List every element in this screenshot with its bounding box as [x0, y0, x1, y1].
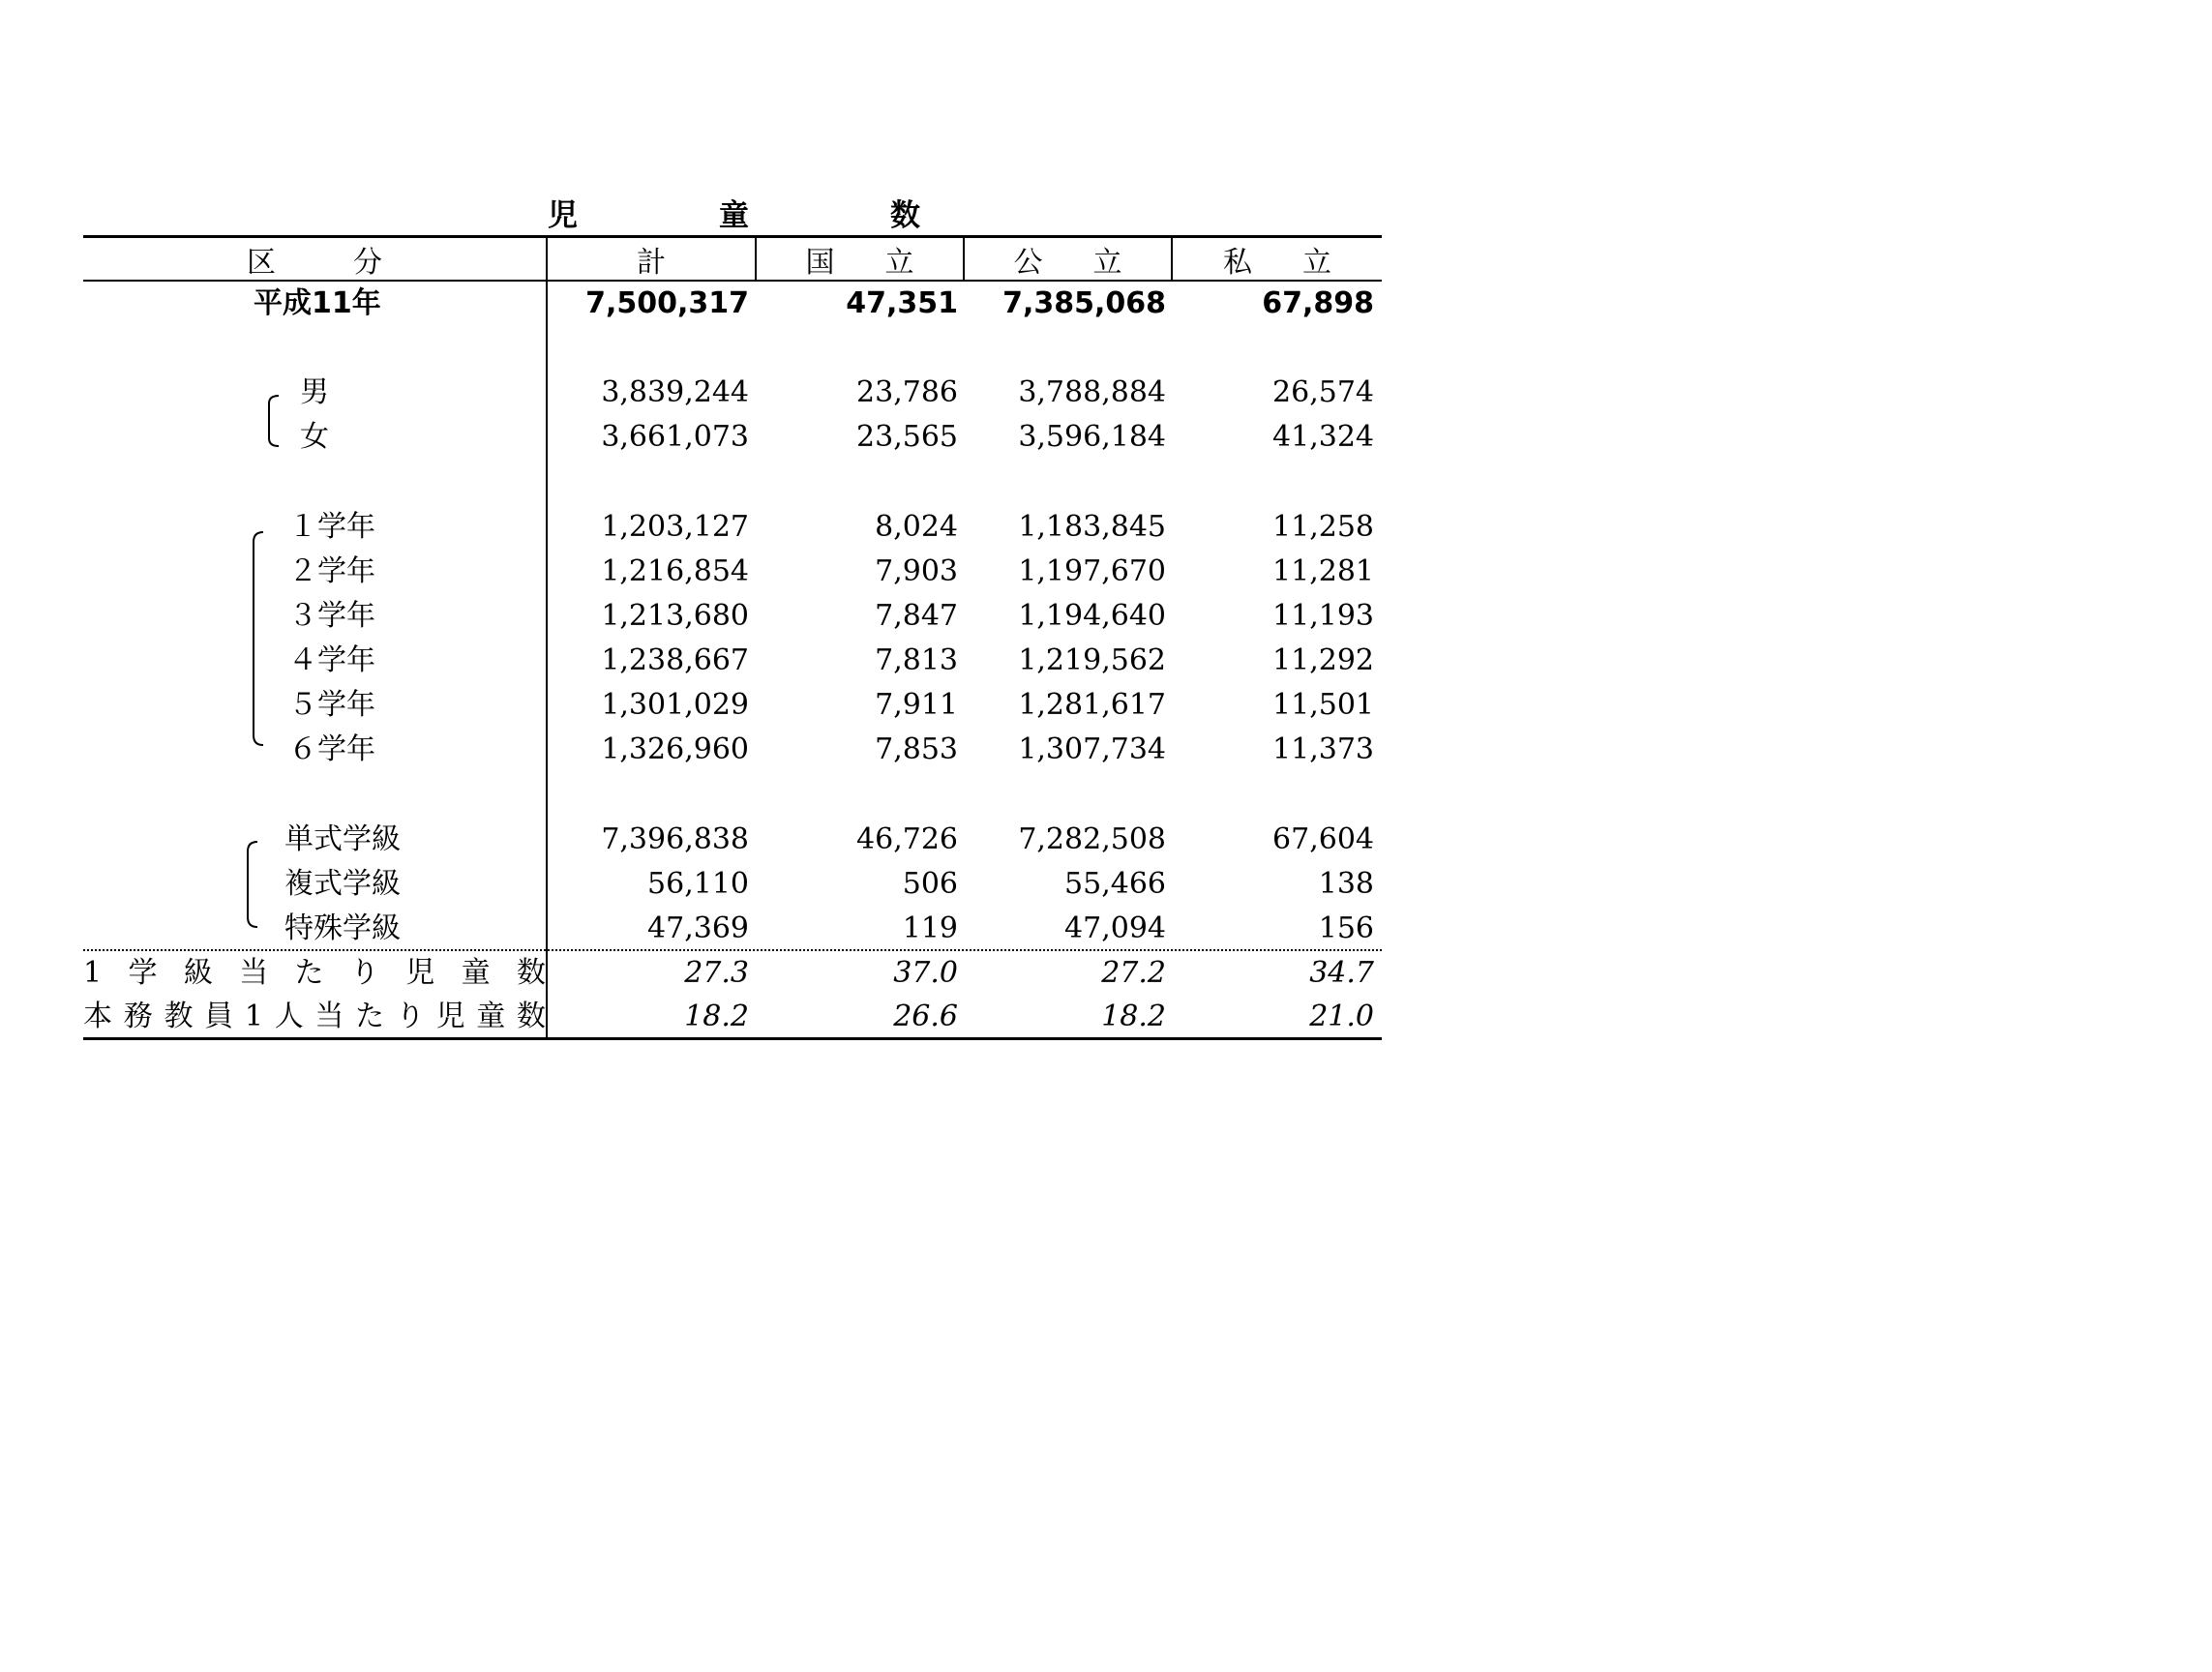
- class-row-label: 単式学級: [284, 822, 401, 856]
- private-value: 11,373: [1272, 732, 1374, 766]
- sex-row-label: 男: [300, 375, 329, 409]
- total-value: 1,203,127: [601, 510, 749, 544]
- label-char: り: [349, 956, 379, 990]
- label-char: 児: [435, 1000, 465, 1033]
- private-value: 156: [1318, 911, 1374, 945]
- label-char: 童: [476, 1000, 506, 1033]
- private-value: 138: [1318, 867, 1374, 901]
- public-value: 1,197,670: [1018, 554, 1166, 588]
- grade-row-label: ４学年: [288, 643, 375, 677]
- label-char: 1: [244, 1000, 263, 1033]
- label-char: 数: [517, 1000, 546, 1033]
- total-value: 1,216,854: [601, 554, 749, 588]
- header-char: 立: [1092, 246, 1122, 280]
- class-group-brace: [244, 840, 263, 929]
- total-value: 47,369: [647, 911, 749, 945]
- grade-row-label: ５学年: [288, 688, 375, 722]
- national-value: 26.6: [893, 1000, 958, 1033]
- total-value: 7,396,838: [601, 822, 749, 856]
- national-value: 119: [902, 911, 958, 945]
- ratio-row-label: [83, 951, 546, 996]
- public-value: 55,466: [1064, 867, 1166, 901]
- public-value: 1,307,734: [1018, 732, 1166, 766]
- total-row-label: 平成11年: [254, 286, 381, 320]
- national-value: 7,847: [875, 599, 958, 633]
- label-char: 童: [461, 956, 491, 990]
- label-char: 当: [239, 956, 269, 990]
- label-char: 学: [128, 956, 158, 990]
- private-value: 11,193: [1272, 599, 1374, 633]
- public-value: 1,219,562: [1018, 643, 1166, 677]
- private-value: 21.0: [1309, 1000, 1374, 1033]
- header-char: 計: [637, 246, 666, 280]
- total-value: 1,213,680: [601, 599, 749, 633]
- national-value: 506: [902, 867, 958, 901]
- total-value: 1,301,029: [601, 688, 749, 722]
- sex-group-brace: [265, 394, 284, 448]
- header-char: 区: [247, 246, 276, 280]
- grade-group-brace: [250, 530, 269, 747]
- label-char: た: [355, 1000, 385, 1033]
- private-value: 26,574: [1272, 375, 1374, 409]
- private-value: 41,324: [1272, 420, 1374, 454]
- private-value: 34.7: [1309, 956, 1374, 990]
- public-value: 3,788,884: [1018, 375, 1166, 409]
- grade-row-label: ２学年: [288, 554, 375, 588]
- header-private: [1173, 238, 1382, 281]
- public-value: 7,385,068: [1002, 286, 1166, 320]
- label-char: 本: [83, 1000, 112, 1033]
- sex-row-label: 女: [300, 420, 329, 454]
- public-value: 47,094: [1064, 911, 1166, 945]
- national-value: 46,726: [856, 822, 958, 856]
- grade-row-label: ３学年: [288, 599, 375, 633]
- national-value: 23,565: [856, 420, 958, 454]
- private-value: 11,281: [1272, 554, 1374, 588]
- title-char: 数: [890, 197, 920, 233]
- header-public: [965, 238, 1171, 281]
- public-value: 27.2: [1101, 956, 1166, 990]
- private-value: 11,501: [1272, 688, 1374, 722]
- header-char: 立: [884, 246, 914, 280]
- label-char: 児: [405, 956, 435, 990]
- title-char: 児: [548, 197, 578, 233]
- header-char: 国: [805, 246, 835, 280]
- total-value: 1,238,667: [601, 643, 749, 677]
- national-value: 7,903: [875, 554, 958, 588]
- label-char: 務: [123, 1000, 153, 1033]
- total-value: 56,110: [647, 867, 749, 901]
- total-value: 7,500,317: [585, 286, 749, 320]
- public-value: 3,596,184: [1018, 420, 1166, 454]
- header-total: [548, 238, 755, 281]
- national-value: 7,853: [875, 732, 958, 766]
- total-value: 1,326,960: [601, 732, 749, 766]
- label-char: 1: [83, 956, 103, 990]
- total-value: 3,839,244: [601, 375, 749, 409]
- private-value: 11,292: [1272, 643, 1374, 677]
- label-char: 員: [204, 1000, 234, 1033]
- header-national: [757, 238, 963, 281]
- ratio-row-label: [83, 995, 546, 1039]
- total-value: 18.2: [684, 1000, 749, 1033]
- label-char: た: [294, 956, 324, 990]
- header-char: 私: [1223, 246, 1252, 280]
- header-char: 公: [1013, 246, 1043, 280]
- header-char: 分: [353, 246, 382, 280]
- private-value: 67,898: [1262, 286, 1374, 320]
- total-value: 3,661,073: [601, 420, 749, 454]
- total-value: 27.3: [684, 956, 749, 990]
- public-value: 18.2: [1101, 1000, 1166, 1033]
- label-char: 数: [516, 956, 546, 990]
- national-value: 7,813: [875, 643, 958, 677]
- national-value: 8,024: [875, 510, 958, 544]
- label-char: り: [395, 1000, 425, 1033]
- label-char: 当: [314, 1000, 344, 1033]
- private-value: 11,258: [1272, 510, 1374, 544]
- class-row-label: 複式学級: [284, 867, 401, 901]
- title-char: 童: [719, 197, 749, 233]
- private-value: 67,604: [1272, 822, 1374, 856]
- class-row-label: 特殊学級: [284, 911, 401, 945]
- grade-row-label: ６学年: [288, 732, 375, 766]
- national-value: 7,911: [875, 688, 958, 722]
- public-value: 1,281,617: [1018, 688, 1166, 722]
- grade-row-label: １学年: [288, 510, 375, 544]
- public-value: 1,183,845: [1018, 510, 1166, 544]
- header-category: [83, 238, 546, 281]
- public-value: 7,282,508: [1018, 822, 1166, 856]
- table-title: [548, 190, 920, 234]
- label-char: 級: [183, 956, 213, 990]
- label-char: 教: [164, 1000, 194, 1033]
- national-value: 47,351: [846, 286, 958, 320]
- label-char: 人: [274, 1000, 304, 1033]
- public-value: 1,194,640: [1018, 599, 1166, 633]
- header-char: 立: [1302, 246, 1331, 280]
- national-value: 37.0: [893, 956, 958, 990]
- category-divider: [546, 238, 548, 1040]
- national-value: 23,786: [856, 375, 958, 409]
